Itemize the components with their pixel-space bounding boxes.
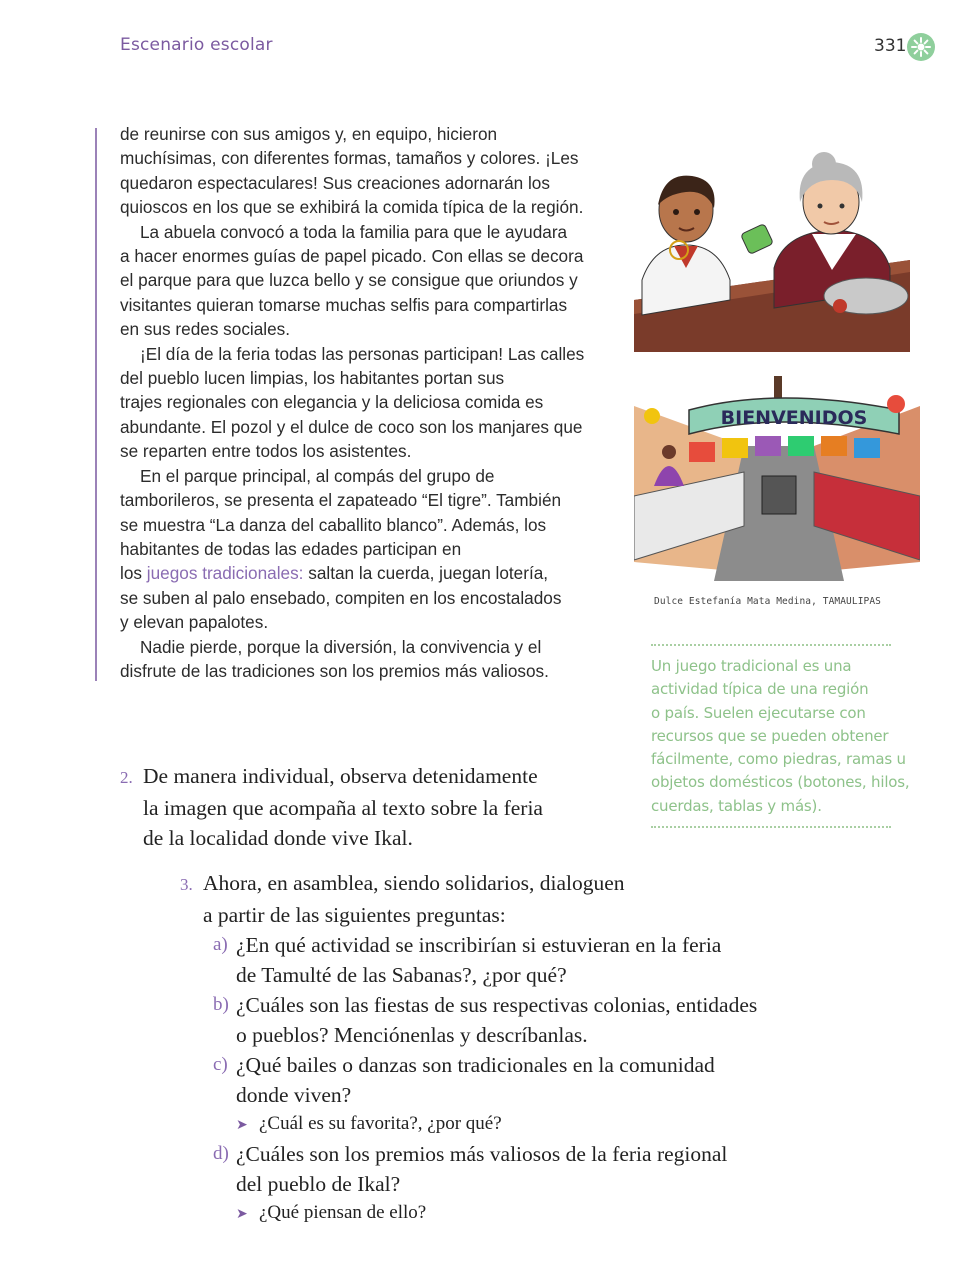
glossary-line: objetos domésticos (botones, hilos, (651, 773, 910, 792)
illustration-credit (654, 596, 881, 607)
reading-line: en sus redes sociales. (120, 319, 291, 340)
reading-line: abundante. El pozol y el dulce de coco son los manjares que (120, 416, 583, 437)
reading-line: se muestra “La danza del caballito blanco”. Además, los (120, 514, 547, 535)
glossary-line: cuerdas, tablas y más). (651, 796, 822, 815)
reading-line: habitantes de todas las edades participan en (120, 538, 462, 559)
illustration-fair (634, 376, 920, 586)
arrow-bullet-icon: ➤ (236, 1207, 248, 1222)
question-b-cont (180, 1020, 780, 1050)
reading-line: ¡El día de la feria todas las personas participan! Las calles (140, 343, 585, 364)
question-letter: d) (213, 1143, 229, 1164)
question-letter: c) (213, 1054, 228, 1075)
reading-line: trajes regionales con elegancia y la deliciosa comida es (120, 392, 544, 413)
glossary-line: fácilmente, como piedras, ramas u (651, 750, 906, 769)
reading-word: los (120, 563, 142, 584)
question-b (180, 990, 780, 1020)
activity-3-line (180, 868, 780, 900)
activity-text: De manera individual, observa detenidamente (143, 764, 538, 788)
glossary-line: o país. Suelen ejecutarse con (651, 703, 866, 722)
activity-2-line: la imagen que acompaña al texto sobre la feria (143, 796, 543, 820)
reading-line: tamborileros, se presenta el zapateado “El tigre”. También (120, 490, 562, 511)
section-title: Escenario escolar (120, 35, 273, 55)
reading-margin-bar (95, 128, 97, 681)
reading-line: quioscos en los que se exhibirá la comida típica de la región. (120, 197, 584, 218)
reading-line: del pueblo lucen limpias, los habitantes portan sus (120, 368, 505, 389)
banner-text: BIENVENIDOS (720, 407, 868, 429)
activity-number: 2. (120, 768, 133, 787)
reading-line: En el parque principal, al compás del grupo de (140, 465, 495, 486)
glossary-box (651, 644, 910, 828)
question-d-cont (180, 1169, 780, 1199)
activity-3 (180, 868, 780, 1228)
reading-line-highlight (120, 561, 620, 585)
credit-name: Dulce Estefanía Mata Medina, (654, 596, 817, 607)
reading-line: se suben al palo ensebado, compiten en los encostalados (120, 587, 562, 608)
question-text: ¿Cuáles son los premios más valiosos de la feria regional (236, 1142, 728, 1166)
arrow-bullet-icon: ➤ (236, 1118, 248, 1133)
reading-line: y elevan papalotes. (120, 612, 269, 633)
question-a (180, 930, 780, 960)
question-d (180, 1139, 780, 1169)
reading-line: quedaron espectaculares! Sus creaciones adornarán los (120, 172, 550, 193)
credit-state: TAMAULIPAS (822, 596, 881, 607)
reading-text (120, 122, 620, 683)
activity-number: 3. (180, 875, 193, 894)
glossary-line: actividad típica de una región (651, 680, 869, 699)
glossary-line: recursos que se pueden obtener (651, 726, 889, 745)
question-c-bullet (180, 1110, 780, 1139)
sun-badge-icon (907, 33, 935, 61)
reading-line: a hacer enormes guías de papel picado. Con ellas se decora (120, 246, 584, 267)
question-text: del pueblo de Ikal? (236, 1172, 401, 1196)
question-c-cont (180, 1080, 780, 1110)
question-c (180, 1050, 780, 1080)
question-text: ¿Cuáles son las fiestas de sus respectivas colonias, entidades (236, 993, 758, 1017)
question-text: donde viven? (236, 1083, 352, 1107)
reading-line: visitantes quieran tomarse muchas selfis para compartirlas (120, 294, 568, 315)
activity-text: Ahora, en asamblea, siendo solidarios, dialoguen (203, 871, 625, 895)
glossary-term-link[interactable]: juegos tradicionales: (146, 563, 304, 584)
activity-3-line: a partir de las siguientes preguntas: (203, 903, 506, 927)
glossary-line: Un juego tradicional es una (651, 657, 852, 675)
bullet-text: ¿Cuál es su favorita?, ¿por qué? (259, 1113, 502, 1134)
activity-2-line (120, 761, 640, 793)
activity-2-line: de la localidad donde vive Ikal. (143, 826, 413, 850)
reading-line: el parque para que luzca bello y se consigue que oriundos y (120, 270, 578, 291)
activity-2 (120, 761, 640, 853)
reading-line: se reparten entre todos los asistentes. (120, 441, 412, 462)
question-text: ¿En qué actividad se inscribirían si estuvieran en la feria (236, 933, 722, 957)
reading-line: muchísimas, con diferentes formas, tamaños y colores. ¡Les (120, 148, 579, 169)
illustration-cooking (634, 150, 910, 352)
page-number: 331 (874, 36, 907, 56)
question-text: ¿Qué bailes o danzas son tradicionales en la comunidad (236, 1053, 715, 1077)
question-letter: b) (213, 994, 229, 1015)
question-a-cont (180, 960, 780, 990)
reading-line: La abuela convocó a toda la familia para que le ayudara (140, 221, 568, 242)
question-letter: a) (213, 934, 228, 955)
question-d-bullet (180, 1199, 780, 1228)
reading-line: Nadie pierde, porque la diversión, la convivencia y el (140, 636, 542, 657)
question-text: de Tamulté de las Sabanas?, ¿por qué? (236, 963, 567, 987)
reading-line: disfrute de las tradiciones son los premios más valiosos. (120, 660, 549, 681)
question-text: o pueblos? Menciónenlas y descríbanlas. (236, 1023, 588, 1047)
reading-line: de reunirse con sus amigos y, en equipo, hicieron (120, 124, 498, 144)
bullet-text: ¿Qué piensan de ello? (259, 1202, 427, 1223)
reading-fragment: saltan la cuerda, juegan lotería, (308, 563, 549, 584)
